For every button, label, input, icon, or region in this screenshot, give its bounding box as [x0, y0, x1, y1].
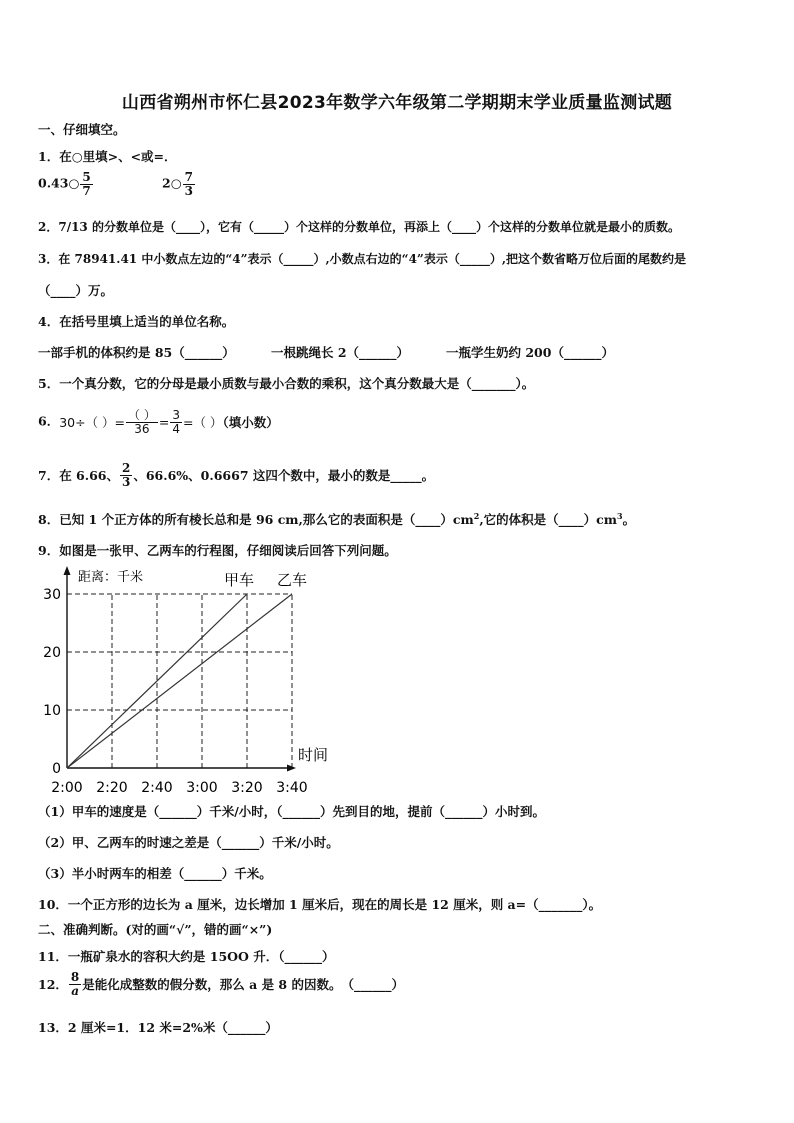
- x-tick-label: 2:40: [141, 780, 173, 796]
- travel-chart: [30, 564, 350, 798]
- chart-ticks: [43, 587, 308, 796]
- q7-prefix: 7．在 6.66、: [38, 468, 119, 484]
- section-2-heading: 二、准确判断。(对的画“√”，错的画“×”): [38, 922, 273, 937]
- q1-a-fraction: [80, 171, 92, 197]
- q7-fraction: [120, 462, 132, 488]
- question-9-stem: 9．如图是一张甲、乙两车的行程图，仔细阅读后回答下列问题。: [38, 543, 397, 558]
- x-axis-label: 时间: [298, 746, 329, 764]
- q1-a-denominator: 7: [82, 183, 91, 198]
- question-8: [38, 510, 635, 528]
- chart-series: [67, 571, 307, 768]
- question-5: 5．一个真分数，它的分母是最小质数与最小合数的乘积，这个真分数最大是（_______）。: [38, 376, 535, 391]
- question-6: [38, 409, 279, 435]
- q1-a-numerator: 5: [82, 170, 91, 184]
- q8-text-3: 。: [622, 512, 636, 527]
- q7-denominator: 3: [122, 474, 131, 489]
- q6-fraction-1: [126, 409, 158, 435]
- q12-denominator: a: [71, 983, 79, 998]
- y-tick-label: 30: [43, 587, 61, 603]
- q1-b-denominator: 3: [184, 183, 193, 198]
- page-title: 山西省朔州市怀仁县2023年数学六年级第二学期期末学业质量监测试题: [121, 93, 673, 113]
- q6-fraction-2-denominator: 4: [172, 421, 180, 436]
- q8-sup-1: 2: [473, 510, 480, 521]
- series-label-2: 乙车: [276, 571, 308, 589]
- question-9-sub-2: （2）甲、乙两车的时速之差是（______）千米/小时。: [38, 835, 339, 850]
- x-tick-label: 2:00: [51, 780, 83, 796]
- q12-prefix: 12．: [38, 977, 68, 993]
- section-1-heading: 一、仔细填空。: [38, 122, 126, 137]
- question-2: 2．7/13 的分数单位是（____），它有（_____）个这样的分数单位，再添上（____）个这样的分数单位就是最小的质数。: [38, 220, 680, 234]
- question-4-item-a: 一部手机的体积约是 85（______）: [38, 345, 235, 360]
- y-axis-label: 距离：千米: [78, 570, 144, 585]
- question-9-sub-3: （3）半小时两车的相差（______）千米。: [38, 866, 272, 881]
- q7-suffix: 、66.6%、0.6667 这四个数中，最小的数是_____。: [133, 468, 435, 484]
- q6-fraction-1-denominator: 36: [134, 421, 150, 436]
- q1-b-fraction: [183, 171, 195, 197]
- question-3-line-1: 3．在 78941.41 中小数点左边的“4”表示（_____）,小数点右边的“4”表示（_____）,把这个数省略万位后面的尾数约是: [38, 252, 686, 266]
- q1-b-numerator: 7: [184, 170, 193, 184]
- question-1-stem: 1．在○里填>、<或=．: [38, 149, 177, 164]
- y-axis-arrow-icon: [64, 566, 71, 575]
- question-7: [38, 462, 434, 488]
- question-3-line-2: （____）万。: [38, 283, 114, 298]
- x-tick-label: 3:40: [276, 780, 308, 796]
- question-11: 11．一瓶矿泉水的容积大约是 15OO 升．（______）: [38, 949, 335, 964]
- question-9-sub-1: （1）甲车的速度是（______）千米/小时，（______）先到目的地，提前（______）小时到。: [38, 804, 546, 819]
- q6-expression-b: =（ ）: [182, 415, 223, 431]
- x-tick-label: 3:00: [186, 780, 218, 796]
- q6-fraction-2: [170, 409, 182, 435]
- x-tick-label: 3:20: [231, 780, 263, 796]
- q1-a-text: 0.43○: [38, 175, 80, 191]
- series-label-1: 甲车: [223, 571, 255, 589]
- q12-numerator: 8: [70, 970, 80, 984]
- q7-numerator: 2: [122, 461, 131, 475]
- x-tick-label: 2:20: [96, 780, 128, 796]
- series-line-2: [67, 594, 292, 768]
- q6-prefix: 6．: [38, 413, 60, 429]
- q12-fraction: [69, 971, 81, 997]
- q8-text-2: ,它的体积是（____）cm: [479, 512, 618, 527]
- y-tick-label: 10: [43, 703, 61, 719]
- question-4-stem: 4．在括号里填上适当的单位名称。: [38, 314, 235, 329]
- question-4-item-b: 一根跳绳长 2（______）: [271, 345, 410, 360]
- q8-text-1: 8．已知 1 个正方体的所有棱长总和是 96 cm,那么它的表面积是（____）cm: [38, 512, 474, 527]
- question-1-item-a: [38, 171, 94, 197]
- y-tick-label: 0: [52, 761, 61, 777]
- q6-expression-a: 30÷（ ）=: [59, 415, 126, 431]
- q8-sup-2: 3: [617, 510, 623, 521]
- question-12: [38, 971, 404, 997]
- y-tick-label: 20: [43, 645, 61, 661]
- q6-fraction-1-numerator: （ ）: [128, 408, 156, 422]
- q12-suffix: 是能化成整数的假分数，那么 a 是 8 的因数。 （______）: [82, 977, 404, 993]
- question-13: 13．2 厘米=1．12 米=2%米（______）: [38, 1020, 278, 1035]
- question-10: 10．一个正方形的边长为 a 厘米，边长增加 1 厘米后，现在的周长是 12 厘米，则 a=（_______）。: [38, 897, 602, 912]
- q6-note: （填小数）: [222, 415, 279, 431]
- question-1-item-b: [162, 171, 196, 197]
- q6-fraction-2-numerator: 3: [172, 408, 180, 422]
- question-4-item-c: 一瓶学生奶约 200（______）: [446, 345, 614, 360]
- q1-b-text: 2○: [162, 175, 182, 191]
- q6-equals: =: [158, 414, 170, 430]
